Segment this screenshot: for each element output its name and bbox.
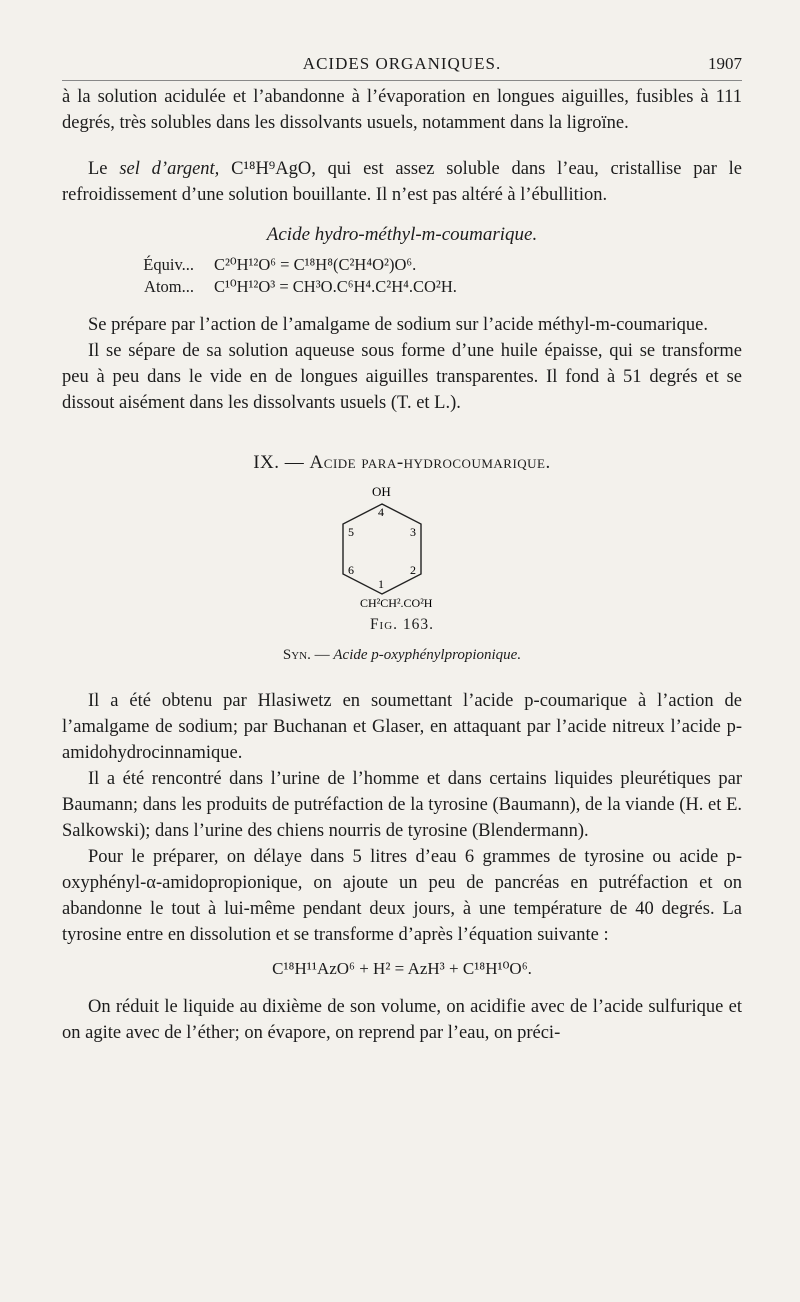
spacer — [62, 136, 742, 156]
section-title: Acide para-hydrocoumarique. — [309, 452, 551, 473]
synonym-label: Syn. — — [282, 647, 334, 663]
structure-diagram — [62, 482, 742, 610]
position-2-label: 2 — [410, 563, 416, 577]
reaction-equation: C¹⁸H¹¹AzO⁶ + H² = AzH³ + C¹⁸H¹⁰O⁶. — [272, 959, 532, 978]
figure-caption: Fig. 163. — [369, 616, 435, 633]
position-4-label: 4 — [378, 505, 384, 519]
paragraph-rest: C¹⁸H⁹AgO, qui est assez soluble dans l’eau, cristallise par le refroidissement d’une solution bouillante. Il n’est pas altéré à l’ébullition. — [62, 159, 743, 205]
synonym-line — [62, 642, 742, 668]
position-5-label: 5 — [348, 525, 354, 539]
paragraph-silver-salt — [62, 156, 742, 208]
paragraph-occurrence: Il a été rencontré dans l’urine de l’homme et dans certains liquides pleurétiques par Baumann; dans les produits de putréfaction de la tyrosine (Baumann), de la viande (H. et E. Salkowski); dans l’urine des chiens nourris de tyrosine (Blendermann). — [62, 769, 742, 841]
paragraph-method: Pour le préparer, on délaye dans 5 litres d’eau 6 grammes de tyrosine ou acide p-oxyphényl-α-amidopropionique, on ajoute un peu de pancréas en putréfaction et on abandonne le tout à lui-même pendant deux jours, à une température de 40 degrés. La tyrosine entre en dissolution et se transforme d’après l’équation suivante : — [62, 847, 742, 945]
paragraph-lead: Le — [88, 159, 120, 179]
paragraph-properties: Il se sépare de sa solution aqueuse sous forme d’une huile épaisse, qui se transforme peu à peu dans le vide en de longues aiguilles transparentes. Il fond à 51 degrés et se dissout aisément dans les dissolvants usuels (T. et L.). — [62, 341, 742, 413]
benzene-ring-figure — [302, 482, 502, 610]
running-title: ACIDES ORGANIQUES. — [302, 54, 502, 73]
section-heading — [62, 450, 742, 476]
synonym-text: Acide p-oxyphénylpropionique. — [333, 647, 522, 663]
formula-label: Équiv... — [143, 255, 194, 274]
formula-row-atom — [62, 276, 742, 298]
emphasis-term: sel d’argent, — [119, 159, 220, 179]
position-3-label: 3 — [410, 525, 416, 539]
page-number: 1907 — [708, 54, 742, 73]
formula-value: C²⁰H¹²O⁶ = C¹⁸H⁸(C²H⁴O²)O⁶. — [214, 255, 417, 274]
formula-label: Atom... — [144, 277, 194, 296]
side-chain-label: CH²CH².CO²H — [360, 596, 433, 610]
section-number: IX. — — [253, 452, 310, 473]
spacer — [62, 668, 742, 688]
paragraph-history: Il a été obtenu par Hlasiwetz en soumettant l’acide p-coumarique à l’action de l’amalgame de sodium; par Buchanan et Glaser, en attaquant par l’acide nitreux l’acide p-amidohydrocinnamique. — [62, 691, 742, 763]
formula-row-equiv — [62, 254, 742, 276]
formula-value: C¹⁰H¹²O³ = CH³O.C⁶H⁴.C²H⁴.CO²H. — [214, 277, 457, 296]
page-header — [62, 54, 742, 80]
page-body — [62, 84, 742, 1046]
position-1-label: 1 — [378, 577, 384, 591]
paragraph-purification: On réduit le liquide au dixième de son volume, on acidifie avec de l’acide sulfurique et on agite avec de l’éther; on évapore, on reprend par l’eau, on préci- — [62, 997, 742, 1043]
spacer — [62, 298, 742, 312]
position-6-label: 6 — [348, 563, 354, 577]
header-rule — [62, 80, 742, 81]
section-subtitle: Acide hydro-méthyl-m-coumarique. — [266, 224, 538, 245]
paragraph-preparation: Se prépare par l’action de l’amalgame de sodium sur l’acide méthyl-m-coumarique. — [88, 315, 709, 335]
hydroxyl-label: OH — [372, 484, 391, 499]
paragraph-continuation: à la solution acidulée et l’abandonne à l’évaporation en longues aiguilles, fusibles à 111 degrés, très solubles dans les dissolvants usuels, notamment dans la ligroïne. — [62, 87, 742, 133]
